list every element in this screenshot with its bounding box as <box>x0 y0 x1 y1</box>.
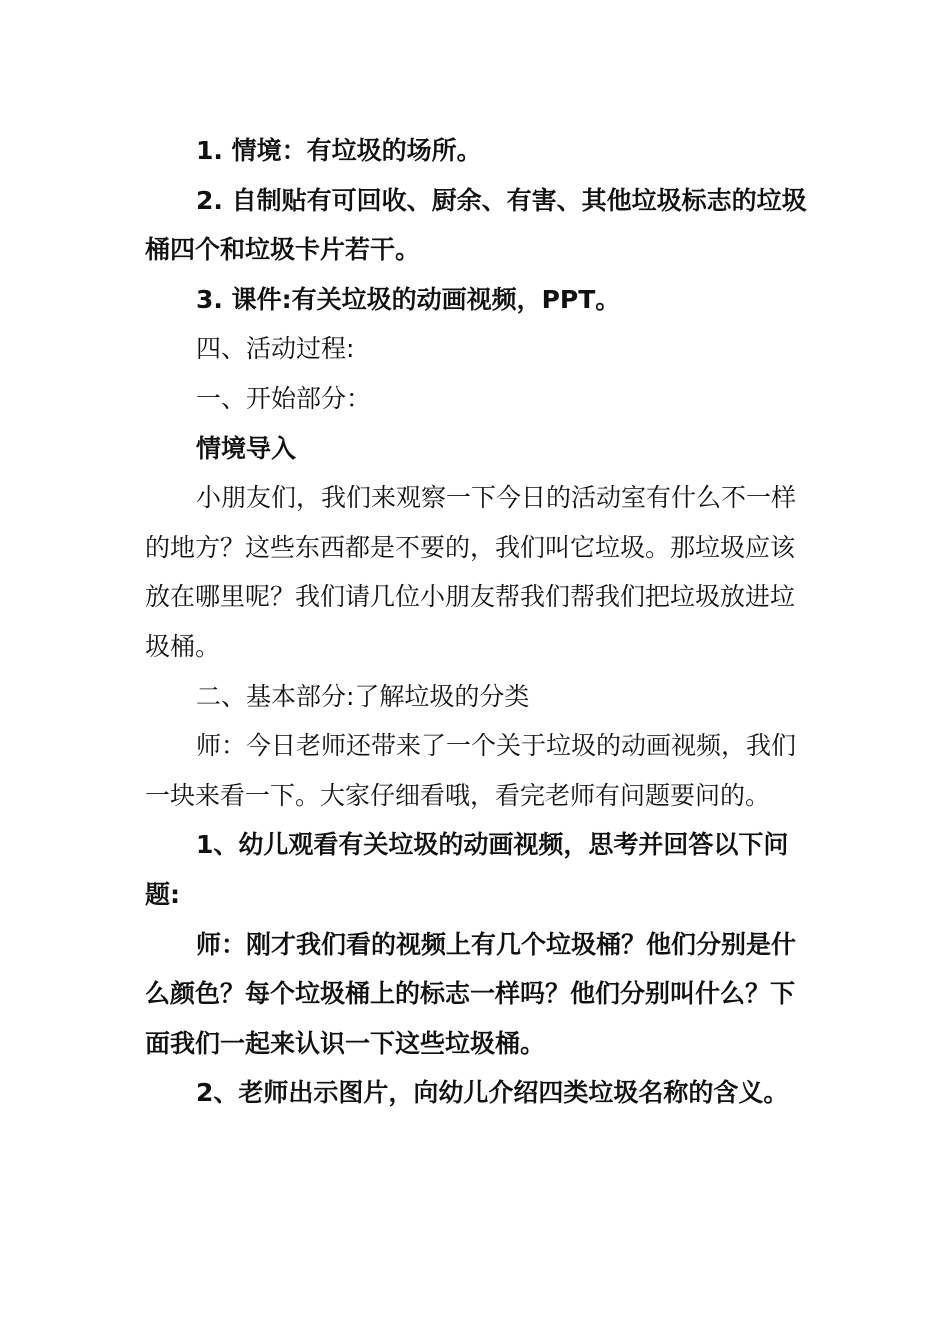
paragraph-teacher-questions: 师：刚才我们看的视频上有几个垃圾桶？他们分别是什么颜色？每个垃圾桶上的标志一样吗？他们分别叫什么？下面我们一起来认识一下这些垃圾桶。 <box>145 929 797 1058</box>
step-watch-video: 1、幼儿观看有关垃圾的动画视频，思考并回答以下问题: <box>145 830 789 909</box>
step-show-pictures: 2、老师出示图片，向幼儿介绍四类垃圾名称的含义。 <box>196 1078 789 1108</box>
section-heading-process: 四、活动过程: <box>196 334 355 364</box>
item-situation: 1. 情境：有垃圾的场所。 <box>196 136 482 165</box>
document-body <box>145 126 811 1118</box>
item-trash-bins: 2. 自制贴有可回收、厨余、有害、其他垃圾标志的垃圾桶四个和垃圾卡片若干。 <box>145 185 807 265</box>
section-heading-basic: 二、基本部分:了解垃圾的分类 <box>196 681 530 711</box>
paragraph-intro-text: 小朋友们，我们来观察一下今日的活动室有什么不一样的地方？这些东西都是不要的，我们叫它垃圾。那垃圾应该放在哪里呢？我们请几位小朋友帮我们帮我们把垃圾放进垃圾桶。 <box>145 483 797 661</box>
section-heading-start: 一、开始部分： <box>196 383 372 413</box>
item-courseware: 3. 课件:有关垃圾的动画视频，PPT。 <box>196 284 621 314</box>
paragraph-teacher-video: 师：今日老师还带来了一个关于垃圾的动画视频，我们一块来看一下。大家仔细看哦，看完老师有问题要问的。 <box>145 731 797 810</box>
subheading-intro: 情境导入 <box>196 433 297 463</box>
